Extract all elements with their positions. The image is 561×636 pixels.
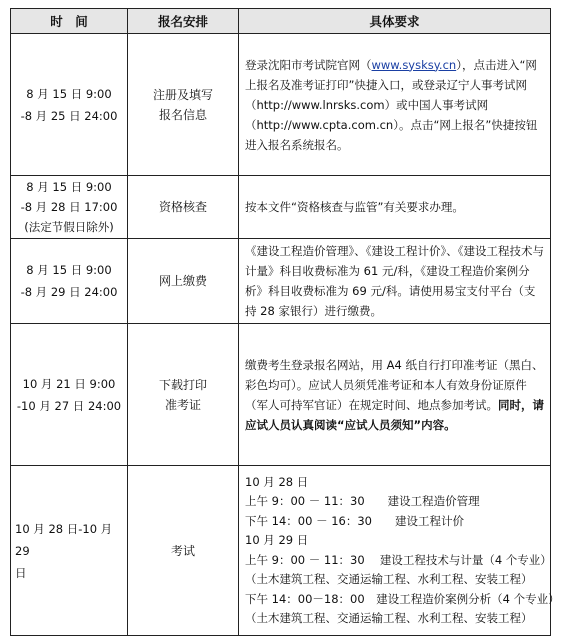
time-line: 10 月 21 日 9:00 <box>22 376 116 391</box>
exam-site-link[interactable]: www.sysksy.cn <box>371 57 457 72</box>
exam-schedule-line: （土木建筑工程、交通运输工程、水利工程、安装工程） <box>245 572 533 586</box>
exam-schedule-line: 下午 14：00－18：00 建设工程造价案例分析（4 个专业） <box>245 591 560 606</box>
time-line: -8 月 29 日 24:00 <box>20 285 118 299</box>
arrangement-line: 准考证 <box>164 397 201 412</box>
time-cell <box>11 466 128 636</box>
arrangement-cell <box>128 324 239 466</box>
table-row <box>11 239 551 324</box>
time-cell <box>11 34 128 176</box>
requirement-cell <box>239 176 551 239</box>
time-cell <box>11 324 128 466</box>
exam-schedule-line: 10 月 28 日 <box>245 474 309 489</box>
exam-schedule-line: 下午 14：00 － 16：30 建设工程计价 <box>245 513 464 528</box>
arrangement-cell <box>128 239 239 324</box>
time-line: 8 月 15 日 9:00 <box>26 86 112 101</box>
arrangement-line: 下载打印 <box>158 377 207 392</box>
table-row <box>11 34 551 176</box>
time-line: -8 月 28 日 17:00 <box>20 200 118 214</box>
time-cell <box>11 176 128 239</box>
time-line: -8 月 25 日 24:00 <box>20 108 118 123</box>
requirement-text: ），点击进入“网上报名及准考证打印”快捷入口，或登录辽宁人事考试网（http://www.lnrsks.com）或中国人事考试网（http://www.cpta.com.cn）。点击“网上报名”快捷按钮进入报名系统报名。 <box>245 57 538 152</box>
arrangement-line: 资格核查 <box>158 200 207 214</box>
time-line: 8 月 15 日 9:00 <box>26 263 112 277</box>
arrangement-cell <box>128 34 239 176</box>
requirement-text: 《建设工程造价管理》、《建设工程计价》、《建设工程技术与计量》科目收费标准为 61 元/科，《建设工程造价案例分析》科目收费标准为 69 元/科。请使用易宝支付平台（支持 28 家银行）进行缴费。 <box>245 244 544 318</box>
time-line: 日 <box>15 565 27 580</box>
table-row <box>11 176 551 239</box>
header-arrangement: 报名安排 <box>128 9 239 34</box>
header-time: 时 间 <box>11 9 128 34</box>
requirement-cell <box>239 239 551 324</box>
header-requirements: 具体要求 <box>239 9 551 34</box>
arrangement-line: 报名信息 <box>158 107 207 122</box>
arrangement-cell <box>128 466 239 636</box>
arrangement-cell <box>128 176 239 239</box>
header-row <box>11 9 551 34</box>
requirement-cell <box>239 324 551 466</box>
arrangement-line: 网上缴费 <box>158 274 207 288</box>
exam-schedule-line: 上午 9：00 － 11：30 建设工程技术与计量（4 个专业） <box>245 552 552 567</box>
time-line: 10 月 28 日-10 月 29 <box>15 521 113 558</box>
time-cell <box>11 239 128 324</box>
requirement-bold-text: 同时，请应试人员认真阅读“应试人员须知”内容。 <box>245 397 544 432</box>
time-line: (法定节假日除外) <box>24 220 114 234</box>
table-row <box>11 466 551 636</box>
exam-schedule-line: （土木建筑工程、交通运输工程、水利工程、安装工程） <box>245 611 533 625</box>
requirement-cell <box>239 466 560 636</box>
table-row <box>11 324 551 466</box>
requirement-text: 登录沈阳市考试院官网（ <box>245 57 372 72</box>
time-line: 8 月 15 日 9:00 <box>26 180 112 194</box>
arrangement-line: 考试 <box>170 543 195 558</box>
requirement-text: 按本文件“资格核查与监管”有关要求办理。 <box>245 200 464 214</box>
requirement-text: 缴费考生登录报名网站，用 A4 纸自行打印准考证（黑白、彩色均可）。应试人员须凭准考证和本人有效身份证原件（军人可持军官证）在规定时间、地点参加考试。 <box>245 357 544 412</box>
requirement-cell <box>239 34 551 176</box>
registration-schedule-table <box>10 8 560 636</box>
time-line: -10 月 27 日 24:00 <box>16 398 122 413</box>
exam-schedule-line: 上午 9：00 － 11：30 建设工程造价管理 <box>245 494 480 508</box>
arrangement-line: 注册及填写 <box>152 87 213 102</box>
exam-schedule-line: 10 月 29 日 <box>245 533 309 547</box>
